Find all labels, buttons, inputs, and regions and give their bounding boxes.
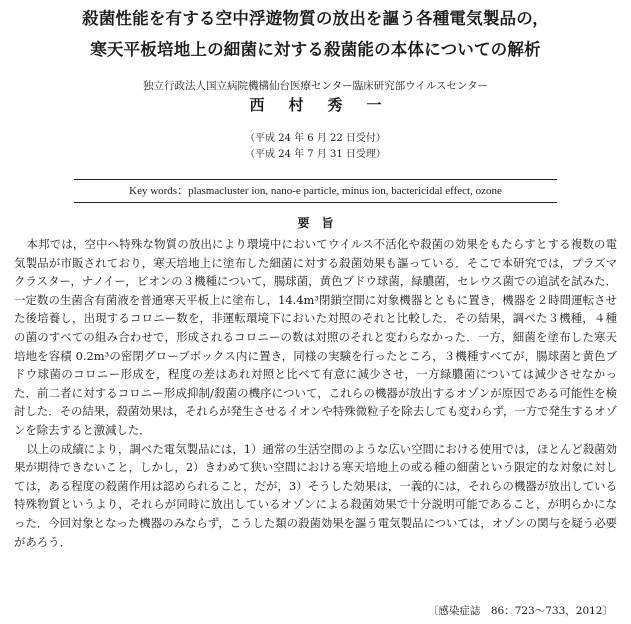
paper-title xyxy=(14,0,617,65)
submission-dates xyxy=(14,131,617,163)
title-line-2: 寒天平板培地上の細菌に対する殺菌能の本体についての解析 xyxy=(90,40,541,59)
journal-citation: 〔感染症誌 86：723〜733，2012〕 xyxy=(427,605,613,617)
abstract-paragraph-1: 本邦では，空中へ特殊な物質の放出により環境中においてウイルス不活化や殺菌の効果をもたらすとする複数の電気製品が市販されており，寒天培地上に塗布した細菌に対する殺菌効果も謳っている．そこで本研究では，プラズマクラスター，ナノイー，ビオンの３機種について，腸球菌，黄色ブドウ球菌，緑膿菌，セレウス菌での追試を試みた．一定数の生菌含有菌液を普通寒天平板上に塗布し，14.4m³閉鎖空間に対象機器とともに置き，機器を２時間運転させた後培養し，出現するコロニー数を，非運転環境下においた対照のそれと比較した．その結果，調べた３機種，４種の菌のすべての組み合わせで，形成されるコロニーの数は対照のそれと変わらなかった．一方，細菌を塗布した寒天培地を容積 0.2m³の密閉グローブボックス内に置き，同様の実験を行ったところ，３機種すべてが，腸球菌と黄色ブドウ球菌のコロニー形成を，程度の差はあれ対照と比べて有意に減少させ，一方緑膿菌については減少させなかった．前二者に対するコロニー形成抑制/殺菌の機序について，これらの機器が放出するオゾンが原因である可能性を検討した．その結果，殺菌効果は，それらが発生させるイオンや特殊微粒子を除去しても変わらず，一方で発生するオゾンを除去すると激減した． xyxy=(14,237,617,437)
summary-heading: 要旨 xyxy=(297,216,346,230)
abstract-body xyxy=(14,235,617,551)
accepted-date: （平成 24 年 7 月 31 日受理） xyxy=(245,149,386,160)
keywords-bottom-rule xyxy=(74,202,557,203)
keywords-line: Key words：plasmacluster ion, nano-e particle, minus ion, bactericidal effect, ozone xyxy=(129,185,502,197)
title-line-1: 殺菌性能を有する空中浮遊物質の放出を謳う各種電気製品の， xyxy=(82,9,549,28)
abstract-paragraph-2: 以上の成績により，調べた電気製品には，1）通常の生活空間のような広い空間における使用では，ほとんど殺菌効果が期待できないこと，しかし，2）きわめて狭い空間における寒天培地上の或る種の細菌という限定的な対象に対しては，ある程度の殺菌作用は認められること，だが，3）そうした効果は，一義的には，それらの機器が放出している特殊物質というより，それらが同時に放出しているオゾンによる殺菌効果で十分説明可能であること，が明らかになった．今回対象となった機器のみならず，こうした類の殺菌効果を謳う電気製品については，オゾンの関与を疑う必要があろう． xyxy=(14,441,617,549)
author-affiliation: 独立行政法人国立病院機構仙台医療センター臨床研究部ウイルスセンター xyxy=(142,80,489,92)
received-date: （平成 24 年 6 月 22 日受付） xyxy=(245,133,386,144)
author-name: 西村秀一 xyxy=(249,96,406,114)
